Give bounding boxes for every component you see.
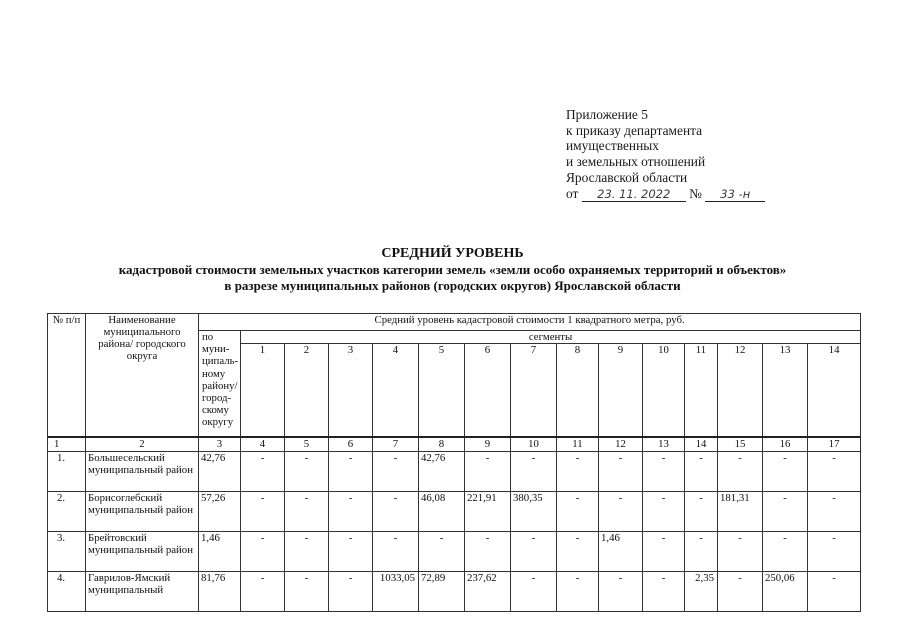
segment-value: 380,35 (511, 491, 557, 531)
segment-value: - (718, 571, 763, 611)
segment-value: - (599, 571, 643, 611)
segment-value: - (808, 451, 861, 491)
handwritten-number: 33 -н (705, 188, 765, 202)
segment-value: 221,91 (465, 491, 511, 531)
segment-value: - (599, 451, 643, 491)
segment-value: 1033,05 (373, 571, 419, 611)
title-line-3: в разрезе муниципальных районов (городских округов) Ярославской области (224, 278, 681, 293)
segment-value: - (329, 451, 373, 491)
segment-number: 11 (685, 344, 718, 437)
segment-number: 10 (643, 344, 685, 437)
segment-value: 42,76 (419, 451, 465, 491)
segment-value: 181,31 (718, 491, 763, 531)
segment-value: - (808, 491, 861, 531)
segment-value: - (643, 491, 685, 531)
segment-value: - (285, 451, 329, 491)
appendix-line: имущественных (566, 138, 659, 154)
header-no: № п/п (48, 314, 86, 437)
appendix-date-line (566, 186, 765, 202)
district-name: Гаврилов-Ямский муниципальный (86, 571, 199, 611)
column-number: 10 (511, 437, 557, 452)
segment-value: - (329, 531, 373, 571)
column-number: 13 (643, 437, 685, 452)
segment-value: - (285, 571, 329, 611)
segment-value: - (373, 491, 419, 531)
segment-number: 3 (329, 344, 373, 437)
segment-value: 2,35 (685, 571, 718, 611)
segment-number: 6 (465, 344, 511, 437)
segment-value: 46,08 (419, 491, 465, 531)
segment-value: - (511, 571, 557, 611)
appendix-line: и земельных отношений (566, 154, 706, 170)
column-number: 1 (48, 437, 86, 452)
segment-value: - (808, 531, 861, 571)
column-number-row (48, 437, 861, 452)
district-average: 81,76 (199, 571, 241, 611)
segment-value: - (465, 531, 511, 571)
district-average: 42,76 (199, 451, 241, 491)
segment-value: - (329, 571, 373, 611)
district-average: 57,26 (199, 491, 241, 531)
segment-value: - (241, 491, 285, 531)
segment-value: - (599, 491, 643, 531)
header-segments: сегменты (241, 331, 861, 344)
title-line-2: кадастровой стоимости земельных участков категории земель «земли особо охраняемых территорий и объектов» (118, 262, 787, 277)
segment-value: 1,46 (599, 531, 643, 571)
segment-number: 14 (808, 344, 861, 437)
segment-number: 5 (419, 344, 465, 437)
district-name: Брейтовский муниципальный район (86, 531, 199, 571)
appendix-line: Приложение 5 (566, 107, 648, 122)
segment-value: - (557, 531, 599, 571)
segment-number: 8 (557, 344, 599, 437)
segment-number: 9 (599, 344, 643, 437)
segment-value: - (557, 491, 599, 531)
segment-value: - (285, 531, 329, 571)
segment-number: 7 (511, 344, 557, 437)
column-number: 12 (599, 437, 643, 452)
appendix-line: Ярославской области (566, 169, 688, 185)
segment-value: - (763, 451, 808, 491)
column-number: 11 (557, 437, 599, 452)
document-title (0, 246, 905, 294)
segment-value: - (241, 571, 285, 611)
column-number: 9 (465, 437, 511, 452)
segment-value: - (685, 531, 718, 571)
column-number: 8 (419, 437, 465, 452)
column-number: 2 (86, 437, 199, 452)
cadastral-value-table (47, 313, 861, 612)
table-row (48, 451, 861, 491)
header-main: Средний уровень кадастровой стоимости 1 квадратного метра, руб. (199, 314, 861, 331)
header-name: Наименование муниципального района/ городского округа (86, 314, 199, 437)
table-row (48, 491, 861, 531)
from-label: от (566, 185, 579, 201)
column-number: 17 (808, 437, 861, 452)
segment-value: - (241, 451, 285, 491)
district-name: Большесельский муниципальный район (86, 451, 199, 491)
table-row (48, 531, 861, 571)
segment-value: - (419, 531, 465, 571)
row-number: 2. (48, 491, 86, 531)
title-line-1: СРЕДНИЙ УРОВЕНЬ (381, 246, 524, 261)
segment-number: 2 (285, 344, 329, 437)
segment-value: - (557, 571, 599, 611)
segment-value: - (718, 531, 763, 571)
appendix-block (566, 107, 765, 202)
segment-value: - (511, 451, 557, 491)
column-number: 15 (718, 437, 763, 452)
segment-number: 13 (763, 344, 808, 437)
segment-value: - (285, 491, 329, 531)
district-name: Борисоглебский муниципальный район (86, 491, 199, 531)
segment-value: 72,89 (419, 571, 465, 611)
column-number: 3 (199, 437, 241, 452)
segment-value: - (685, 451, 718, 491)
segment-value: - (685, 491, 718, 531)
column-number: 14 (685, 437, 718, 452)
segment-value: - (718, 451, 763, 491)
segment-value: - (465, 451, 511, 491)
column-number: 6 (329, 437, 373, 452)
column-number: 16 (763, 437, 808, 452)
segment-value: - (241, 531, 285, 571)
row-number: 3. (48, 531, 86, 571)
district-average: 1,46 (199, 531, 241, 571)
segment-value: 250,06 (763, 571, 808, 611)
column-number: 5 (285, 437, 329, 452)
segment-number: 1 (241, 344, 285, 437)
column-number: 7 (373, 437, 419, 452)
segment-value: - (373, 451, 419, 491)
appendix-line: к приказу департамента (566, 122, 703, 138)
segment-value: - (643, 531, 685, 571)
segment-value: - (557, 451, 599, 491)
segment-value: - (643, 571, 685, 611)
segment-value: - (763, 531, 808, 571)
table-row (48, 571, 861, 611)
row-number: 4. (48, 571, 86, 611)
segment-number: 4 (373, 344, 419, 437)
row-number: 1. (48, 451, 86, 491)
segment-value: - (373, 531, 419, 571)
segment-value: - (329, 491, 373, 531)
number-label: № (689, 185, 702, 201)
segment-number: 12 (718, 344, 763, 437)
segment-value: - (808, 571, 861, 611)
header-by-district: по муни- ципаль- ному району/ город- скому округу (199, 331, 241, 437)
column-number: 4 (241, 437, 285, 452)
segment-value: - (511, 531, 557, 571)
handwritten-date: 23. 11. 2022 (582, 188, 686, 202)
segment-value: - (643, 451, 685, 491)
segment-value: - (763, 491, 808, 531)
segment-value: 237,62 (465, 571, 511, 611)
